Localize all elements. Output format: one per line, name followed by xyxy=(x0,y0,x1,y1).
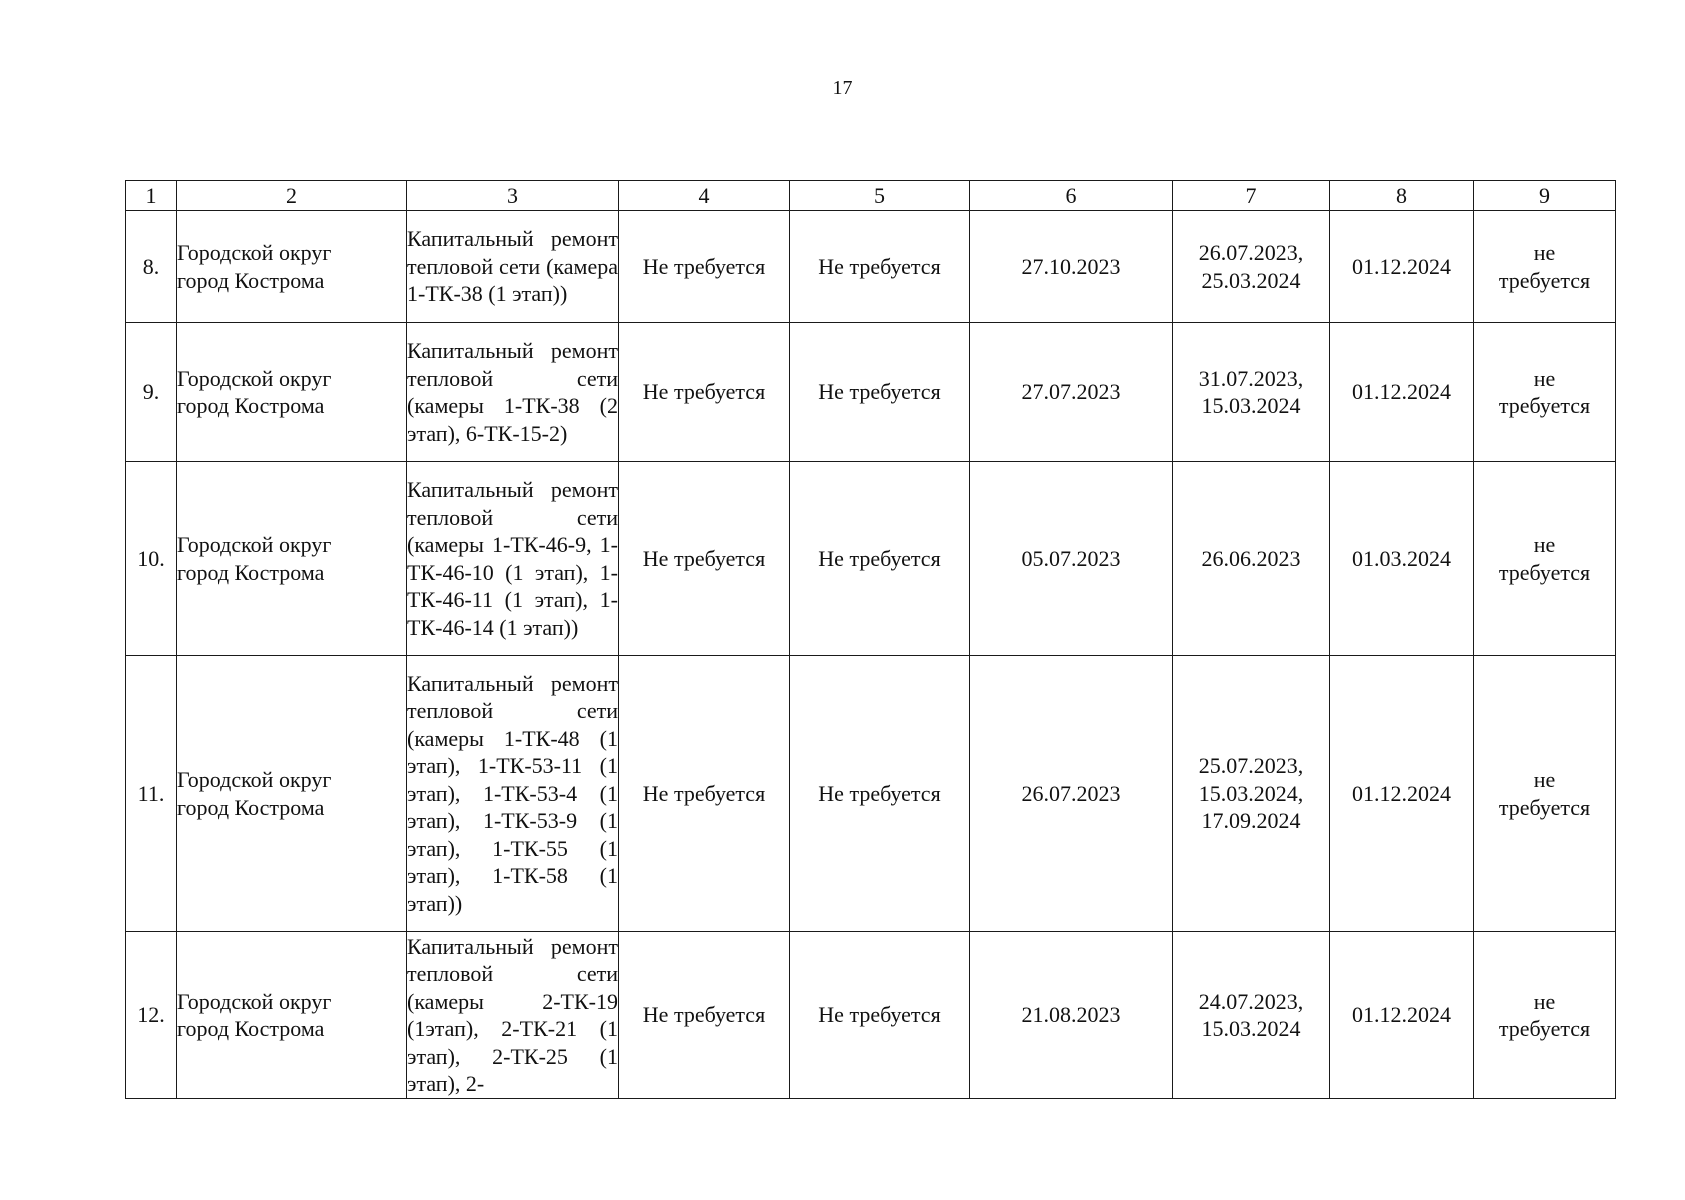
col8-date: 01.03.2024 xyxy=(1330,462,1474,656)
table-row xyxy=(126,211,1616,323)
table-row xyxy=(126,462,1616,656)
col9-line: не xyxy=(1533,988,1556,1014)
header-cell-8: 8 xyxy=(1330,181,1474,211)
col9-line: требуется xyxy=(1498,794,1591,820)
municipality-cell xyxy=(177,211,407,323)
col6-date: 27.07.2023 xyxy=(970,323,1173,462)
municipality-line: город Кострома xyxy=(177,559,325,585)
col5-value: Не требуется xyxy=(790,656,970,932)
header-cell-4: 4 xyxy=(619,181,790,211)
col4-value: Не требуется xyxy=(619,323,790,462)
municipality-line: Городской округ xyxy=(177,365,332,391)
col6-date: 27.10.2023 xyxy=(970,211,1173,323)
col7-date-line: 15.03.2024 xyxy=(1201,393,1301,418)
row-number: 8. xyxy=(126,211,177,323)
col5-value: Не требуется xyxy=(790,323,970,462)
col9-line: не xyxy=(1533,240,1556,265)
col8-date: 01.12.2024 xyxy=(1330,323,1474,462)
municipality-cell xyxy=(177,932,407,1099)
col9-line: требуется xyxy=(1498,559,1591,585)
table-row xyxy=(126,323,1616,462)
municipality-cell xyxy=(177,656,407,932)
col8-date: 01.12.2024 xyxy=(1330,932,1474,1099)
col9-line: не xyxy=(1533,365,1556,391)
municipality-line: Городской округ xyxy=(177,532,332,557)
header-cell-1: 1 xyxy=(126,181,177,211)
col6-date: 26.07.2023 xyxy=(970,656,1173,932)
col7-date-line: 26.07.2023, xyxy=(1198,240,1304,265)
col7-dates xyxy=(1173,462,1330,656)
col9-line: требуется xyxy=(1498,1016,1591,1041)
col9-line: не xyxy=(1533,532,1556,557)
col4-value: Не требуется xyxy=(619,211,790,323)
header-cell-3: 3 xyxy=(407,181,619,211)
col7-dates xyxy=(1173,656,1330,932)
municipality-line: город Кострома xyxy=(177,794,325,820)
col7-date-line: 17.09.2024 xyxy=(1201,808,1301,834)
col7-date-line: 15.03.2024, xyxy=(1198,780,1304,806)
col9-line: требуется xyxy=(1498,393,1591,418)
header-row xyxy=(126,181,1616,211)
table-row xyxy=(126,656,1616,932)
col9-value xyxy=(1474,211,1616,323)
work-description: Капитальный ремонт тепловой сети (камеры 2-ТК-19 (1этап), 2-ТК-21 (1 этап), 2-ТК-25 (1 этап), 2- xyxy=(407,932,619,1099)
municipality-line: город Кострома xyxy=(177,393,325,418)
col7-date-line: 24.07.2023, xyxy=(1198,988,1304,1014)
col7-date-line: 15.03.2024 xyxy=(1201,1016,1301,1041)
col5-value: Не требуется xyxy=(790,932,970,1099)
col9-line: требуется xyxy=(1498,267,1591,293)
col9-line: не xyxy=(1533,767,1556,792)
header-cell-7: 7 xyxy=(1173,181,1330,211)
work-description: Капитальный ремонт тепловой сети (камеры 1-ТК-48 (1 этап), 1-ТК-53-11 (1 этап), 1-ТК-53-4 (1 этап), 1-ТК-53-9 (1 этап), 1-ТК-55 (1 этап), 1-ТК-58 (1 этап)) xyxy=(407,656,619,932)
col7-date-line: 25.03.2024 xyxy=(1201,267,1301,293)
col9-value xyxy=(1474,462,1616,656)
col9-value xyxy=(1474,656,1616,932)
page-number: 17 xyxy=(832,77,853,99)
row-number: 11. xyxy=(126,656,177,932)
row-number: 9. xyxy=(126,323,177,462)
municipality-line: Городской округ xyxy=(177,767,332,792)
col7-date-line: 26.06.2023 xyxy=(1201,545,1301,571)
works-table xyxy=(125,180,1616,1099)
col9-value xyxy=(1474,323,1616,462)
col7-dates xyxy=(1173,211,1330,323)
table-row xyxy=(126,932,1616,1099)
work-description: Капитальный ремонт тепловой сети (камеры 1-ТК-38 (2 этап), 6-ТК-15-2) xyxy=(407,323,619,462)
col7-dates xyxy=(1173,932,1330,1099)
col9-value xyxy=(1474,932,1616,1099)
col5-value: Не требуется xyxy=(790,211,970,323)
municipality-cell xyxy=(177,323,407,462)
col6-date: 05.07.2023 xyxy=(970,462,1173,656)
work-description: Капитальный ремонт тепловой сети (камера 1-ТК-38 (1 этап)) xyxy=(407,211,619,323)
col8-date: 01.12.2024 xyxy=(1330,211,1474,323)
municipality-line: Городской округ xyxy=(177,240,332,265)
header-cell-9: 9 xyxy=(1474,181,1616,211)
header-cell-6: 6 xyxy=(970,181,1173,211)
col6-date: 21.08.2023 xyxy=(970,932,1173,1099)
work-description: Капитальный ремонт тепловой сети (камеры 1-ТК-46-9, 1-ТК-46-10 (1 этап), 1-ТК-46-11 (1 этап), 1-ТК-46-14 (1 этап)) xyxy=(407,462,619,656)
municipality-line: город Кострома xyxy=(177,1016,325,1041)
col5-value: Не требуется xyxy=(790,462,970,656)
header-cell-5: 5 xyxy=(790,181,970,211)
col8-date: 01.12.2024 xyxy=(1330,656,1474,932)
col4-value: Не требуется xyxy=(619,462,790,656)
municipality-line: Городской округ xyxy=(177,988,332,1014)
col7-date-line: 31.07.2023, xyxy=(1198,365,1304,391)
header-cell-2: 2 xyxy=(177,181,407,211)
col7-dates xyxy=(1173,323,1330,462)
municipality-line: город Кострома xyxy=(177,267,325,293)
row-number: 12. xyxy=(126,932,177,1099)
municipality-cell xyxy=(177,462,407,656)
col4-value: Не требуется xyxy=(619,656,790,932)
col4-value: Не требуется xyxy=(619,932,790,1099)
row-number: 10. xyxy=(126,462,177,656)
col7-date-line: 25.07.2023, xyxy=(1198,753,1304,779)
